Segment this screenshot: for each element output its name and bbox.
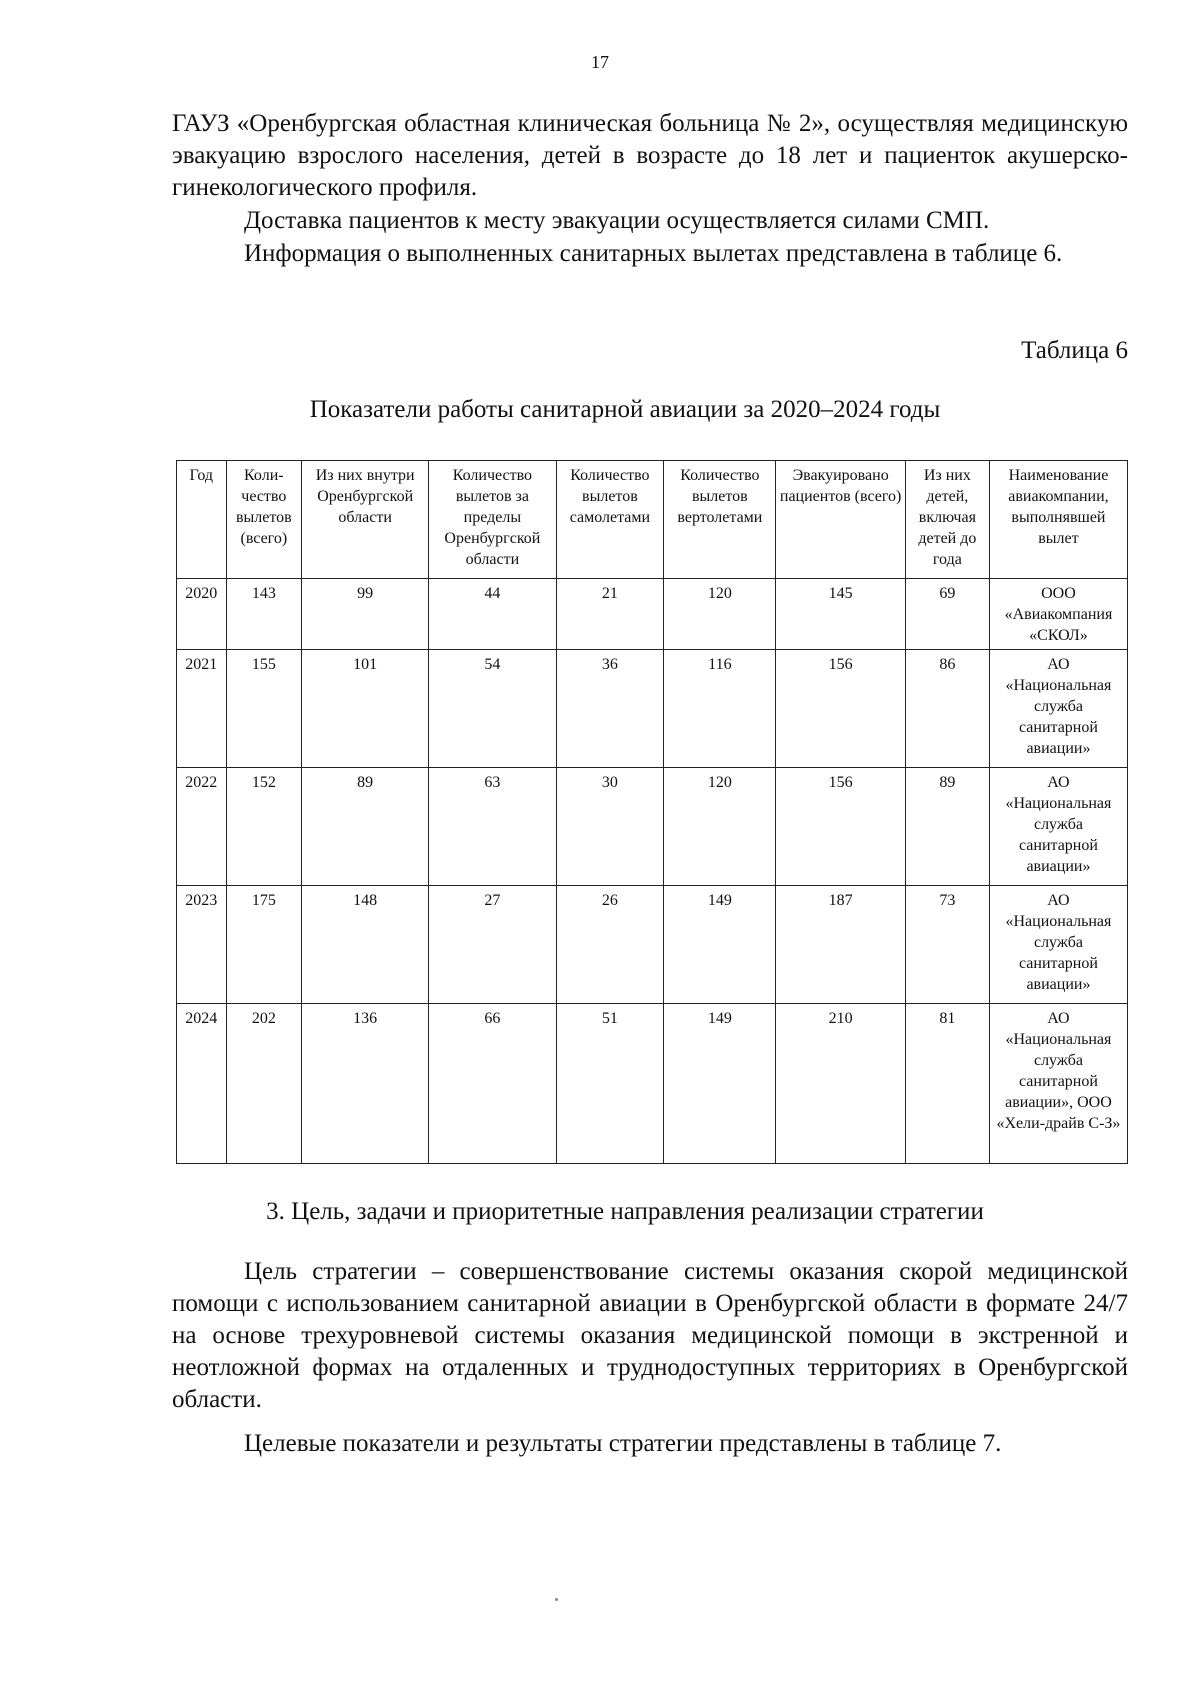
cell-flights-planes: 26 xyxy=(556,886,664,1004)
table-header-row xyxy=(177,461,1128,579)
table-row xyxy=(177,886,1128,1004)
cell-flights-total: 155 xyxy=(226,650,301,768)
cell-flights-total: 143 xyxy=(226,579,301,650)
cell-evacuated-children: 86 xyxy=(905,650,989,768)
cell-flights-total: 202 xyxy=(226,1004,301,1164)
table-row xyxy=(177,579,1128,650)
cell-flights-planes: 36 xyxy=(556,650,664,768)
scan-artifact-dot xyxy=(555,1598,558,1601)
cell-year: 2022 xyxy=(177,768,227,886)
cell-flights-inside: 101 xyxy=(302,650,429,768)
cell-evacuated-total: 145 xyxy=(776,579,905,650)
table-row xyxy=(177,650,1128,768)
cell-flights-inside: 148 xyxy=(302,886,429,1004)
section-title: 3. Цель, задачи и приоритетные направления реализации стратегии xyxy=(266,1198,984,1225)
cell-evacuated-total: 156 xyxy=(776,768,905,886)
paragraph-delivery: Доставка пациентов к месту эвакуации осуществляется силами СМП. xyxy=(244,207,990,234)
cell-evacuated-total: 187 xyxy=(776,886,905,1004)
header-flights-total: Коли-чество вылетов (всего) xyxy=(226,461,301,579)
aviation-table xyxy=(176,460,1128,1164)
cell-year: 2024 xyxy=(177,1004,227,1164)
cell-airline: АО «Национальная служба санитарной авиации» xyxy=(989,886,1127,1004)
header-flights-planes: Количество вылетов самолетами xyxy=(556,461,664,579)
paragraph-intro: ГАУЗ «Оренбургская областная клиническая больница № 2», осуществляя медицинскую эвакуацию взрослого населения, детей в возрасте до 18 лет и пациенток акушерско-гинекологического профиля. xyxy=(172,110,1128,201)
cell-year: 2021 xyxy=(177,650,227,768)
paragraph-goal: Цель стратегии – совершенствование системы оказания скорой медицинской помощи с использованием санитарной авиации в Оренбургской области в формате 24/7 на основе трехуровневой системы оказания медицинской помощи в экстренной и неотложной формах на отдаленных и труднодоступных территориях в Оренбургской области. xyxy=(172,1258,1128,1413)
cell-evacuated-total: 210 xyxy=(776,1004,905,1164)
cell-airline: ООО «Авиакомпания «СКОЛ» xyxy=(989,579,1127,650)
cell-evacuated-children: 89 xyxy=(905,768,989,886)
cell-airline: АО «Национальная служба санитарной авиации» xyxy=(989,650,1127,768)
cell-flights-outside: 63 xyxy=(429,768,556,886)
cell-flights-planes: 30 xyxy=(556,768,664,886)
cell-year: 2023 xyxy=(177,886,227,1004)
header-evacuated-children: Из них детей, включая детей до года xyxy=(905,461,989,579)
header-flights-outside: Количество вылетов за пределы Оренбургской области xyxy=(429,461,556,579)
table-row xyxy=(177,1004,1128,1164)
header-flights-helicopters: Количество вылетов вертолетами xyxy=(664,461,776,579)
cell-flights-helicopters: 120 xyxy=(664,579,776,650)
header-flights-inside: Из них внутри Оренбургской области xyxy=(302,461,429,579)
cell-flights-helicopters: 116 xyxy=(664,650,776,768)
paragraph-info: Информация о выполненных санитарных вылетах представлена в таблице 6. xyxy=(244,240,1063,267)
cell-flights-inside: 99 xyxy=(302,579,429,650)
paragraph-targets: Целевые показатели и результаты стратегии представлены в таблице 7. xyxy=(244,1430,1002,1457)
cell-airline: АО «Национальная служба санитарной авиации» xyxy=(989,768,1127,886)
cell-evacuated-children: 81 xyxy=(905,1004,989,1164)
cell-flights-helicopters: 120 xyxy=(664,768,776,886)
table-row xyxy=(177,768,1128,886)
cell-flights-outside: 54 xyxy=(429,650,556,768)
cell-flights-helicopters: 149 xyxy=(664,1004,776,1164)
cell-evacuated-children: 69 xyxy=(905,579,989,650)
cell-flights-outside: 27 xyxy=(429,886,556,1004)
cell-flights-outside: 66 xyxy=(429,1004,556,1164)
header-evacuated-total: Эвакуировано пациентов (всего) xyxy=(776,461,905,579)
cell-flights-planes: 51 xyxy=(556,1004,664,1164)
cell-year: 2020 xyxy=(177,579,227,650)
cell-airline: АО «Национальная служба санитарной авиации», ООО «Хели-драйв С-З» xyxy=(989,1004,1127,1164)
page-number: 17 xyxy=(591,52,609,72)
cell-flights-total: 175 xyxy=(226,886,301,1004)
header-airline: Наименование авиакомпании, выполнявшей вылет xyxy=(989,461,1127,579)
table-title: Показатели работы санитарной авиации за 2020–2024 годы xyxy=(309,396,941,423)
header-year: Год xyxy=(177,461,227,579)
cell-flights-inside: 89 xyxy=(302,768,429,886)
cell-flights-helicopters: 149 xyxy=(664,886,776,1004)
cell-evacuated-children: 73 xyxy=(905,886,989,1004)
cell-flights-total: 152 xyxy=(226,768,301,886)
cell-flights-planes: 21 xyxy=(556,579,664,650)
table-caption: Таблица 6 xyxy=(1021,337,1128,364)
cell-flights-inside: 136 xyxy=(302,1004,429,1164)
cell-evacuated-total: 156 xyxy=(776,650,905,768)
cell-flights-outside: 44 xyxy=(429,579,556,650)
